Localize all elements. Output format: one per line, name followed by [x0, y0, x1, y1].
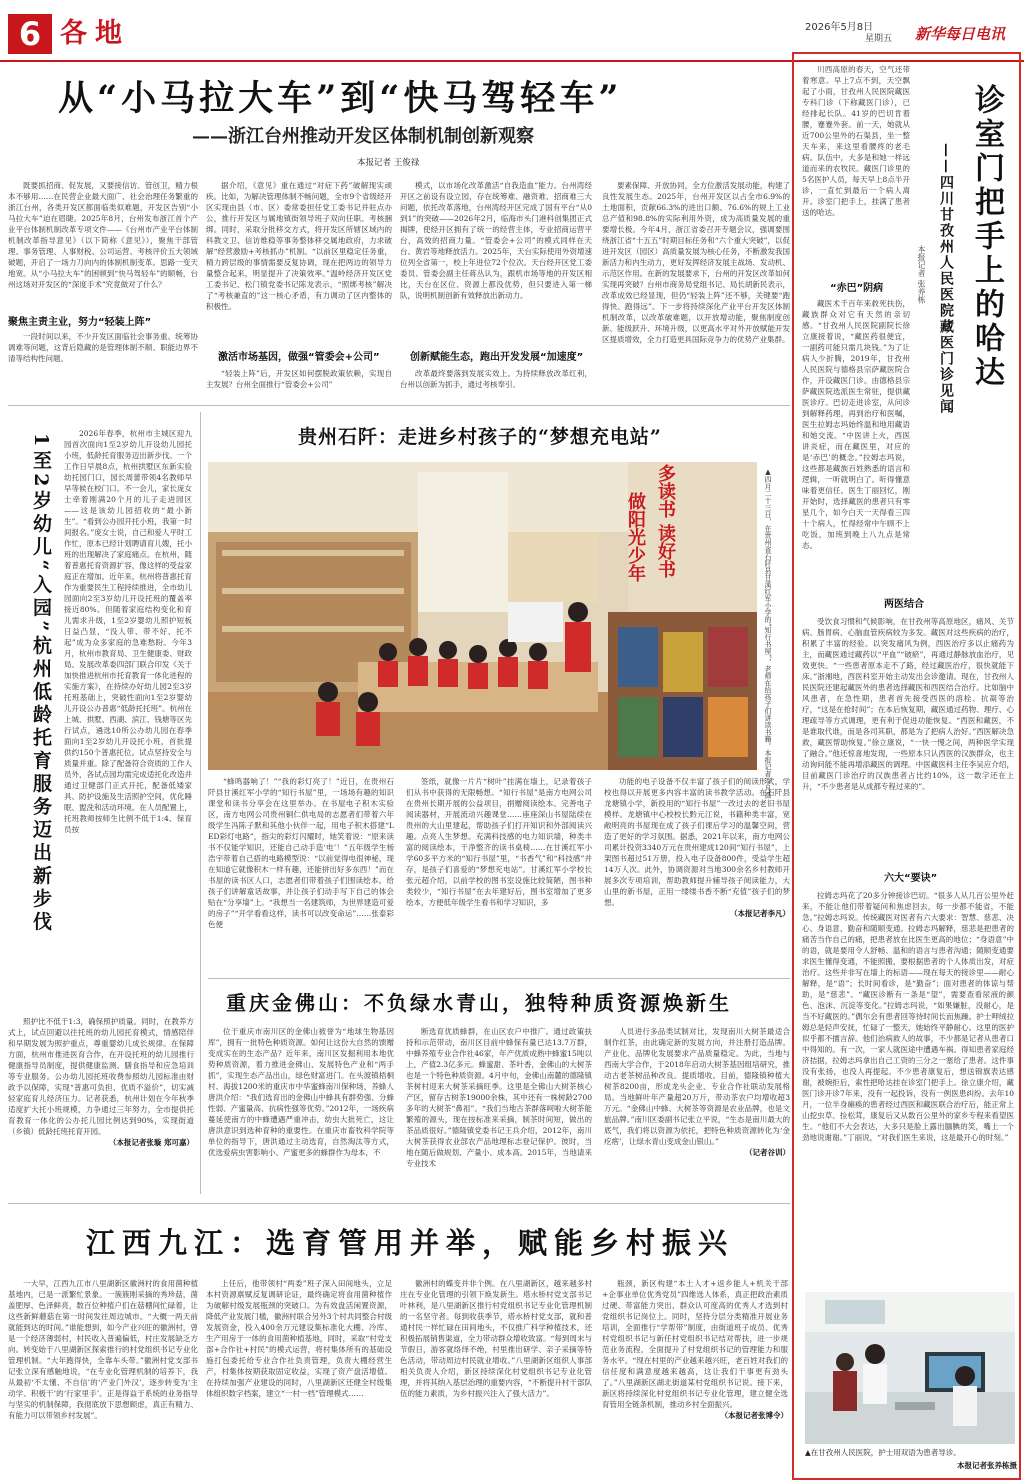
- article3-title: 贵州石阡：走进乡村孩子的“梦想充电站”: [298, 426, 662, 448]
- article3-col1: “蜂鸣器响了！”“我的彩灯亮了！”近日，在贵州石阡县甘溪红军小学的“知行书屋”里，一场场有趣的知识课堂和读书分享会在这里举办。在书屋电子积木实验区，南方电网公司贵州铜仁供电局的志愿者们带着六年级学生冯陈子默和其他小伙伴一起，用电子积木搭建“LED彩灯电路”，指尖的彩灯闪耀时，她笑着说：“原来读书不仅能学知识，还能自己动手造‘电’！”五年级学生杨浩宇带着自己搭的电路模型说：“以前觉得电很神秘，现在知道它就像积木一样有趣，还能拼出好多东西！”而在书屋的读书区人口，志愿者们带着孩子们围读绘本。给孩子们讲解童话故事，并让孩子们动手写下自己的体会贴在“分享墙”上。“我想当一名建筑师，为世界建造可爱的房子”“开学看看这样，读书可以改变命运”……张泰彩色便: [208, 777, 394, 929]
- article6-photo-credit: 本报记者张养栋摄: [957, 1461, 1017, 1470]
- article3-sign: （本报记者李凡）: [730, 909, 790, 918]
- article1-subhead-1: 聚焦主责主业，努力“轻装上阵”: [8, 317, 152, 328]
- article5-sign: （本报记者张博令）: [720, 1411, 788, 1420]
- article6-subhead-2: 两医结合: [884, 599, 924, 610]
- wall-slogan-read: 多读书 读好书: [655, 464, 676, 579]
- article6-subhead-1: “赤巴”阴病: [830, 283, 884, 294]
- article1-subhead-2: 激活市场基因，做强“管委会+公司”: [218, 352, 380, 363]
- article4-col3: 人员进行多品类试制对比，发现南川大树茶最适合制作红茶，由此确定新的发展方向，并注册打造品牌。产业化、品牌化发展要求产品质量稳定。为此，当地与西南大学合作，于2018年启动大树茶基因组培研究，推动古老茶树品种改良。提质增收。目前，德隆镇种植大树茶8200亩，形成龙头企业、专业合作社联动发展格局。当地鲜叶年产量超20万斤，带动茶农户均增收超3万元。“金佛山中蜂、大树茶等资源是农业品牌，也是文旅品牌。”南川区委副书记张立平说，“生态是南川最大的底气，我们将以资源为依托，把特色种质资源转化为‘金疙瘩’，让绿水青山变成金山银山。” （记者谷训）: [604, 1027, 790, 1157]
- article4-col1: 位于重庆市南川区的金佛山被誉为“地球生物基因库”，拥有一批特色种质资源。如何让这份大自然的馈赠变成实在的生态产品？近年来，南川区发掘利用本地优势种质资源，着力推进金佛山、发展特色产业和“两手抓”，实现生态产品出山，绿色财富进门。在头渡镇梧桐村、海拔1200米的重庆市中华蜜蜂南川保种场，养蜂人唐洪介绍：“我们选育出的金佛山中蜂具有群势强、分蜂性弱、产蜜量高、抗病性强等优势。”2012年，一场疾病蔓延使南方的中蜂遭遇严重冲击，幼虫大批死亡，这让唐洪意识到选种育种的重要性。在重庆市畜牧科学院等单位的指导下，唐洪通过主动选育，自然淘汰等方式，优选爱病虫害影响小、产蜜更多的蜂群作为母本，不: [208, 1027, 394, 1157]
- article2-text-b: 照护比不低于1:3，确保照护质量。同时，在教养方式上，试点回避以往托班的幼儿园托育模式，情感陪伴和早期发展为照护重点，尊重婴幼儿成长规律。在保障方面，杭州市推进医育合作，在开设托班的幼儿园推行健康指导员制度，提供健康监测、膳食指导和应急培训等专业服务。公办幼儿园托班收费参照幼儿园标准由财政予以保障，实现“普惠可负担、优质不溢价”，切实减轻家庭育儿经济压力。记者获悉，杭州计划在今年秋季适度扩大托小班规模，力争通过三年努力，全市提供托育教育一体化的公办托儿园比例达到90%，实现街道（乡镇）低龄托班托育开园。 （本报记者张璇 郑可嘉）: [8, 1017, 194, 1147]
- article5-title: 江西九江：选育管用并举，赋能乡村振兴: [86, 1226, 735, 1260]
- article5-col2: 上任后，他带领村“两委”班子深入田间地头，立足本村资源禀赋反复调研论证，最终确定将食用菌种植作为破解村级发展瓶颈的突破口。为有效盘活闲置资源，降低产业发展门槛，徽洲村联合另外3个村共同整合村级发展资金，投入400余万元建设集标准化大棚、冷库、生产用房于一体的食用菌种植基地，同时，采取“村党支部+合作社+村民”的模式运营，将村集体所有的基础设施打包委托给专业合作社负责管理，负责大棚经营生产，村集体按期获取固定收益，实现了资产盘活增值。在持续加强产业建设的同时，八里湖新区还健全村级集体组织数字档案，建立“一村一档”管理模式……: [206, 1279, 392, 1398]
- divider: [200, 412, 201, 1194]
- article4-sign: （记者谷训）: [745, 1148, 790, 1157]
- page-number: 6: [8, 14, 52, 54]
- article6-subhead-3: 六大“要诀”: [884, 873, 938, 884]
- article2-vertical-title: 1至2岁幼儿“入园”杭州低龄托育服务迈出新步伐: [30, 433, 52, 935]
- article6-subtitle: ——四川甘孜州人民医院藏医门诊见闻: [938, 143, 954, 415]
- article5-col1: 一大早，江西九江市八里湖新区徽洲村的食用菌种植基地内，已是一派繁忙景象。一簇簇刚采摘的秀珍菇，菌盖肥厚、色泽鲜亮，数百位种植户们在菇棚间忙碌着，让这些新鲜蘑菇在第一时间发往周边城市。“大概一两天前就能到达的时间。”谁能想到，如今产业兴旺的徽洲村，曾是一个经济薄弱村，村民收入普遍偏低，村庄发展缺乏方向。转变始于八里湖新区探索推行的村党组织书记专业化管理机制。“大年跑得快，全靠车头带。”徽洲村党支部书记张立深有感触地说，“在专业化管理机制的培养下，我从最初‘不太懂、不自信’的‘产业门外汉’，逐步转变为‘主动学、积极干’的‘行家里手’。正是得益于系统的业务指导与坚实的机制保障，我彻底放下思想顾虑，真正有精力、有能力可以带领乡村发展”。: [8, 1279, 198, 1420]
- article3-col2: 签纸，就像一片片“树叶”挂满在墙上，记录着孩子们从书中获得的无限畅想。“知行书屋”是南方电网公司在贵州长期开展的公益项目，捐赠阅读绘本、完善电子阅读器材，开展流动兴趣课堂……座座深山书屋陆续在贵州的大山里建起，帮助孩子们打开知识和外部阅读兴趣。点亮人生梦想。充满科技感的电力知识墙，种类丰富的阅读绘本，干净整齐的读书桌椅……在甘溪红军小学60多平方米的“知行书屋”里，“书香气”和“科技感”并存，是孩子们喜爱的“梦想充电站”。甘溪红军小学校长张元超介绍，以前学校的图书室设施比较简陋，图书种类较少，“知行书屋”在去年建好后，图书室增加了更多绘本，方便低年级学生看书和学习知识，多: [406, 777, 592, 907]
- article6-text-d: 拉姆志玛花了20多分钟接诊巴切。“很多人从几百公里外赶来，不能让他们带着疑问和焦虑回去，每一步都不能省，不能急。”拉姆志玛说。传统藏医对医者有六大要求：智慧、慈悲、决心、身语意、勤奋和随顺变通。拉姆志玛解释，慈悲是把患者的痛苦当作自己的痛，把患者放在比医生更高的地位；“身语意”中的语，就是要用令人舒畅、温和的语言与患者沟通；随顺变通要求医生懂得变通，不能照搬，要根据患者的个人体质出发，对症治疗。这些并非写在墙上的标语——现在每天的接诊里——耐心解释，是“语”；长时间看诊，是“勤奋”；面对患者的体谅与帮助，是“慈悲”。“藏医诊断有一条是“望”，需要查看尿液的颜色、泡沫、沉淀等变化。”拉姆志玛说，“如果嫌脏，没耐心，是当不好藏医的。”偶尔会有患者回等待时间长而焦躁。护士呷绒拉姆总是轻声安抚，忙碌了一整天，她始终平静耐心。这里的医护似乎都不擅言辞。他们治病救人的故事，不少都是记者从患者口中得知的。有一次，一家人就医途中遭遇车祸。得知患者家庭经济拮据，拉姆志玛拿出自己工资的三分之一塞给了患者。这件事没有张扬，也没人再提起。不少患者康复后，想送锦旗表达感谢，被婉拒后，索性把哈达挂在诊室门把手上。徐立康介绍，藏医门诊开诊7年来，没有一起投诉，没有一例医患纠纷。去年10月，一位半身瘫痪的患者经过西医和藏医联合治疗后，能正常上山挖虫草、捡松茸，康复后又从数百公里外的家乡专程来看望医生。“他们不大会表达，大多只是脸上露出腼腆的笑，嘴上一个劲地说谢谢。”丁丽说，“对我们医生来说，这是最开心的时刻。”: [802, 891, 1014, 1142]
- article4-col2: 断选育优质蜂群，在山区农户中推广。通过政策扶持和示范带动，南川区目前中蜂保有量已达13.7万群，中蜂养殖专业合作社46家，年产优质成熟中蜂蜜15吨以上，产值2.3亿多元。蜂蜜甜、茶叶香，金佛山的大树茶也是一个特色种质资源。4月中旬，金佛山南麓的德隆镇茶树村迎来大树茶采摘旺季。这里是全佛山大树茶核心产区，留存古树茶19000余株，其中还有一株树龄2700多年的大树茶“鼻祖”。“我们当地古茶群落呵啦大树茶能繁殖的源头，现在按标准来采摘，制茶时间短，做出的茶品质很好。”德隆镇党委书记王兵介绍，2012年，南川大树茶获得农业部农产品地理标志登记保护。彼时，当地在随后做规划、产量小、成本高。2015年，当地请来专业技术: [406, 1027, 592, 1168]
- article1-col3: 模式，以市场化改革激活“自我造血”能力。台州湾经开区之前设有设立园，存在统筹难、融资难、招商难三大问题，依托改革落地，台州湾经开区完成了国有平台“从0到1”的突破——2026年2月，临海市头门港科创集团正式揭牌，使经开区拥有了统一的经营主体，专业招商运营平台，高效的招商力量。“管委会+公司”的模式同样在天台、黄岩等地释放活力。2025年，天台实际使用外资增速位列全省第一，校上年进位72个位次。天台经开区党工委委员、管委会副主任蒋丛认为，跟机市场等地的开发区相比，天台在区位、资源上都没优势，但只要进入第一梯队，说明机制创新有效释放出新动力。: [400, 181, 592, 300]
- divider: [8, 405, 790, 406]
- article2-text-a: 2026年春季，杭州市主城区迎九园首次面向1至2岁幼儿开设幼儿园托小班，低龄托育服务迈出新步伐。一个工作日早晨8点，杭州拱墅区东新实验幼托园门口，园长周蕾带领4名教师早早等候在校门口。不一会儿，家长庞女士牵着刚满20个月的儿子走进园区——这是该幼儿园招收的“最小新生”。“看到公办园开托小班，我第一时间报名。”庞女士说，自己和爱人平时工作忙，原本已经计划聘请育儿嫂，托小班的出现解决了家庭痛点。在杭州，随着普惠托育资源扩容，像这样的受益家庭正在增加。近年来，杭州将普惠托育作为重要民生工程持续推进，全市幼儿园面向2至3岁幼儿开设托班的覆盖率接近80%。但随着家庭结构变化和育儿需求升级，1至2岁婴幼儿照护短板日益凸显，“没人带、带不好、托不起”成为众多家庭的急难愁盼。今年3月，杭州市教育局、卫生健康委、财政局、发展改革委四部门联合印发《关于加快推进杭州市托育教育一体化进程的实施方案》，在持续办好幼儿园2至3岁托班基础上，突破性面向1至2岁婴幼儿开设公办普惠“低龄托托班”。杭州在上城、拱墅、西湖、滨江、钱塘等区先行试点，遴选10所公办幼儿园在春季面向1至2岁幼儿开设托小班，首批提供约150个普惠托位。试点坚持安全与质量并重。除了配备符合资质的工作人员外，各试点园均需完成适托化改造并通过卫健部门正式开托，配备低矮家具、防护设施及生活照护空间，优化睡眠、盥洗和活动环境。在人员配置上，托班教师按师生比例不低于1:4、保育员按: [64, 429, 192, 834]
- article6-title: 诊室门把手上的哈达: [969, 84, 1004, 390]
- article5-col4: 瓶颈，新区构建“本土人才+返乡能人+机关干部+企事业单位优秀党员”四维选人体系，真正把政治素质过硬、带富能力突出、群众认可度高的优秀人才选到村党组织书记岗位上。同时，坚持分层分类精准开展业务培训，全面推行“学帮带”制度，由街道班子成员、优秀村党组织书记与新任村党组织书记结对帮扶，进一步规范业务流程，全面提升了村党组织书记的管理能力和服务水平。“现在村里的产业越来越兴旺，老百姓对我们的信任度和满意度越来越高，这让我们干事更有劲头了。”八里湖新区湖北街道某村党组织书记说。接下来，新区将持续深化村党组织书记专业化管理，建立健全选育管用全链条机制，推动乡村全面振兴。 （本报记者张博令）: [602, 1279, 788, 1420]
- article1-col3b: 改革最终要落到发展实效上。为持续释放改革红利，台州以创新为抓手，通过考核奉引、: [400, 369, 592, 389]
- article6-text-b-cont: [802, 494, 1014, 590]
- article1-col2: 据介绍，《意见》重在通过“对症下药”破解现实顽疾。比如，为解决管理体制不畅问题，全市9个省级经开区实现由县（市、区）委常委担任党工委书记并驻点办公，推行开发区与属地镇街领导班子双向任职、考核捆绑。同时，采取分批移交方式，将开发区所辖区域内的科教文卫、信访维稳等事务整体移交属地政府，力求破解“经营激励+考核抓办”机制。“以前区里稳定任务重，精力跨层级的事情需要反复协调，现在把两边的领导力量整合起来，明显提升了决策效率。”温岭经济开发区党工委书记、松门镇党委书记陈龙表示，“照绑考核”解决了“考核兼直的”这一核心矛盾，有力调动了区内整体的积极性。: [206, 181, 392, 311]
- classroom-reading-photo: [208, 462, 757, 770]
- article3-photo-caption: ▲四月二十三日，在贵州省石阡县甘溪红军小学的“知行书屋”，老师在给孩子们讲读书籍。本报记者李凡摄: [764, 468, 772, 799]
- article1-col1: 既要抓招商、促发展，又要接信访、管创卫，精力根本不够用……在民营企业最大面广、社会治理任务繁重的浙江台州，各类开发区都面临类似难题，开发区告别“小马拉大车”迫在眉睫。2025年8月，台州发布浙江首个产业平台体制机制改革专项文件——《台州市产业平台体制机制改革指导意见》（以下简称《意见》），聚焦干部管理、事务管理、人事财税、公司运营、考核评价五大领域破题，开启了一场力刀向内的体制机制变革。思路一变天地宽。从“小马拉大车”的困顿到“快马驾轻车”的顺畅，台州这场对开发区的“深度手术”究竟做对了什么？: [8, 181, 198, 289]
- article6-photo-caption: ▲在甘孜州人民医院，护士用双语为患者导诊。: [805, 1448, 961, 1457]
- article1-subtitle: ——浙江台州推动开发区体制机制创新观察: [192, 126, 534, 147]
- article6-text-a: 川西高原的春天，空气还带着寒意。早上7点不到，天空飘起了小雨，甘孜州人民医院藏医专科门诊（下称藏医门诊），已经排起长队。41岁的巴切肯着腰，蹇蹇外套。前一天，她就从近700公里外的石渠县，坐一整天车来，来这里看腰疼的老毛病。队伍中，大多是和她一样远道而来的农牧民。藏医门诊里的5名医护人员，每天早上8点半开诊，一直忙到最后一个病人离开。诊室门把手上，挂满了患者送的哈达。: [802, 65, 910, 217]
- issue-weekday: 星期五: [865, 34, 893, 44]
- article1-col4: 要素保障、开放协同，全方位激活发展动能，构建了良性发展生态。2025年，台州开发区以占全市6.9%的土地面积，贡献66.3%的进出口额、76.6%的规上工业总产值和98.8%的实际利用外资，成为高质量发展的重要增长极。今年4月，浙江省委召开专题会议，强调要围绕浙江省“十五五”时期目标任务和“六个重大突破”，以促进开发区（园区）高质量发展为核心任务，不断激发我国新活力和内生动力，更好发挥经济发展主战场、发动机、示范区作用。在新的发展要求下，台州的开发区改革如何实现再突破？台州市商务局党组书记、局长胡新民表示，改革成效已经显现，但仍“轻装上阵”还不够，关键要“跑得快、跑得远”。下一步将持续深化产业平台开发区体制机制改革，以改革破难题，以开放增动能，聚焦制度创新、能级跃升、环境升级，以更高水平对外开放赋能开发区提质增效，全力打造更具国际竞争力的优势产业集群。: [602, 181, 790, 344]
- divider: [8, 1203, 790, 1204]
- article1-byline: 本报记者 王俊禄: [357, 158, 420, 168]
- article3-col3: 功能的电子设备不仅丰富了孩子们的阅读形式，学校也得以开展更多内容丰富的读书教学活动。在石阡县龙塘镇小学，新投用的“知行书屋”一改过去的老旧书屋模样。龙塘镇中心校校长黔元江说，书籍种类丰富，宽敞明亮的书屋现在成了孩子们课后学习的温馨空间，营造了更好的学习氛围。据悉，2021年以来，南方电网公司累计投资3340万元在贵州建成120间“知行书屋”，上架图书超过51万册，投入电子设备800件，受益学生超14万人次。此外，协调资源对当地300余名乡村教师开展多次专项培训，帮助教师提升辅导孩子阅读能力，大山里的新书屋，正用一缕缕书香不断“充值”孩子们的梦想。 （本报记者李凡）: [604, 777, 790, 918]
- article1-title: 从“小马拉大车”到“快马驾轻车”: [58, 78, 623, 119]
- divider: [208, 978, 790, 979]
- wall-slogan-sunshine: 做阳光少年: [625, 492, 646, 582]
- issue-date: 2026年5月8日: [805, 22, 874, 33]
- article2-sign: （本报记者张璇 郑可嘉）: [108, 1138, 194, 1147]
- article5-col3: 徽洲村的蝶变并非个例。在八里湖新区，越来越多村庄在专业化管理的引领下焕发新生。塔水桥村党支部书记叶林利，是八里湖新区推行村党组织书记专业化管理机制的一名坚守者。每到收获季节，塔水桥村党支部，就和普通村民一样忙碌在田间地头，不仅推广科学种植技术，还积极拓展销售渠道，全力带动群众增收致富。“每到周末与节假日，游客就络绎不绝，村里推出研学、亲子采摘等特色活动，带动周边村民就业增收。”八里湖新区组织人事部相关负责人介绍，新区持续深化村党组织书记专业化管理，并将其纳入基层治理的重要内容，“不断提升村干部队伍的能力素质，为乡村振兴注入了强大活力”。: [400, 1279, 592, 1398]
- article6-text-c: 受饮食习惯和气候影响，在甘孜州等高原地区，痛风、关节病、肠胃病、心脑血管疾病较为多发。藏医对这些疾病的治疗，积累了丰富的经验。以突发痛风为例，西医治疗多以止痛药为主，而藏医通过藏药以“平血”“破瘀”，再通过静脉放血治疗，见效更快。“一些患者原本走不了路，经过藏医治疗，很快就能下床。”浙湘地，西医科室开始主动发出会诊邀请。现在，甘孜州人民医院还建起藏医外的患者选择藏医和西医结合治疗。比如脑中风患者，在急性期，患者首先接受西医的溶栓、抗凝等治疗，“这是在抢时间”；在本后恢复期，藏医通过药物、理疗、心理疏导等方式调理，更有利于促进功能恢复。“西医和藏医，不是谁取代谁，而是各司其职，都是为了把病人治好。”西医解决急救，藏医帮助恢复。”徐立康说，“一快一慢之间，两种医学实现了融合。”他还惊喜地发现，一些原本只认西医的汉族群众，也主动询问能不能再增添藏医的调理。中医藏医科主任李吴应介绍，目前藏医门诊治疗的汉族患者占比约10%，这一数字还在上升，“不少患者是从成都专程过来的”。: [802, 617, 1014, 791]
- article1-subhead-3: 创新赋能生态，跑出开发发展“加速度”: [410, 352, 584, 363]
- hospital-desk-photo: [805, 1292, 1015, 1444]
- newspaper-logo: 新华每日电讯: [915, 25, 1006, 43]
- article1-col1b: 一段时间以来，不少开发区面临社会事务重、统筹协调难等问题，这背后隐藏的是管理体制不顺、职能边界不清等结构性问题。: [8, 332, 198, 363]
- article6-text-b: 藏医术千百年来救死扶伤，藏族群众对它有天然的亲切感。“甘孜州人民医院副院长徐立康接着说，“藏医药很便宜，一副药可能只需几块钱。”为了让病人少折腾，2019年，甘孜州人民医院与德格县宗萨藏医院合作，开设藏医门诊。由德格县宗萨藏医院选派医生常驻，提供藏医诊疗。巴切走进诊室，从问诊到解释药理，再到治疗和医嘱，医生拉姆志玛始终温和地用藏语和她交流。“中医讲上火，西医讲炎症，而在藏医里，对应的是‘赤巴’的概念。”拉姆志玛说，这些都是藏族百姓熟悉的语言和逻辑，一听就明白了。听得懂意味着更信任。医生丁丽回忆，刚开始时，选择藏医的患者只有零星几个，如今白天一天得看三四十个病人，忙得经常中午顾不上吃饭，加班到晚上八九点是常态。: [802, 299, 910, 550]
- article4-title: 重庆金佛山：不负绿水青山，独特种质资源焕新生: [226, 991, 732, 1015]
- article1-col2b: “轻装上阵”后，开发区如何摆脱政策依赖，实现自主发展？台州全面推行“管委会+公司”: [206, 369, 392, 389]
- section-title: 各地: [60, 18, 130, 49]
- article6-byline: 本报记者 张养栋: [917, 245, 926, 304]
